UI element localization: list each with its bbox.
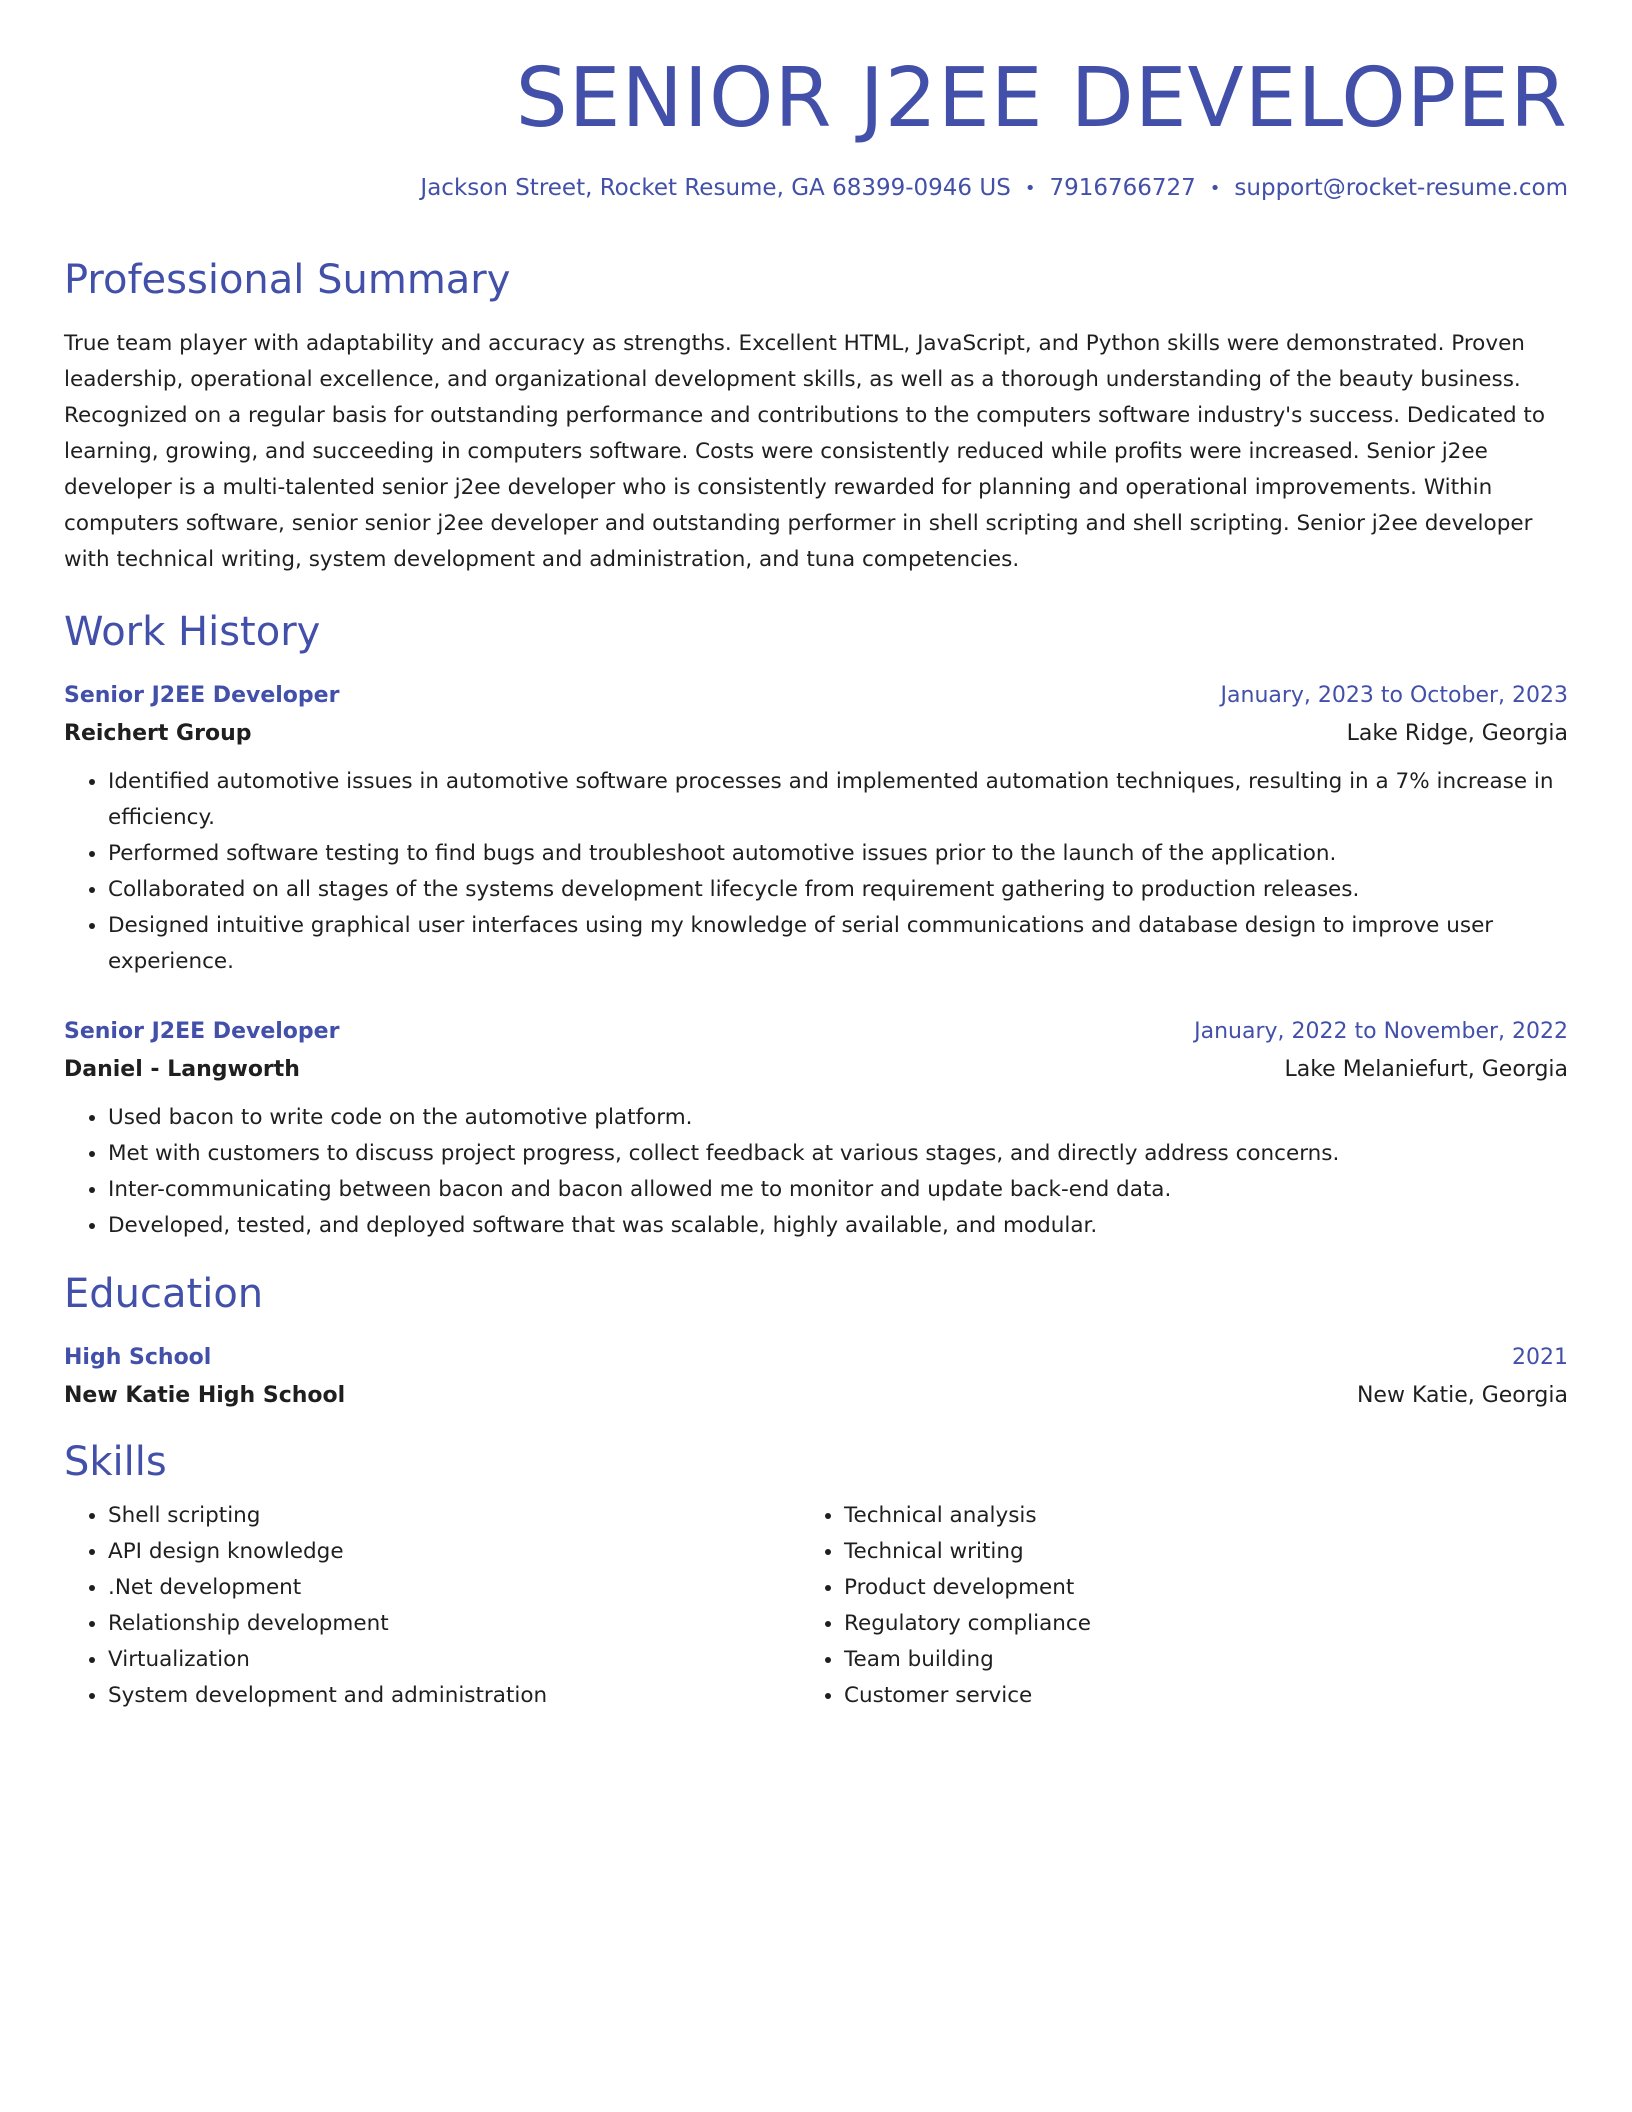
skill-item: • Virtualization xyxy=(108,1642,800,1678)
skill-item: • System development and administration xyxy=(108,1678,800,1714)
job-bullet: • Developed, tested, and deployed software that was scalable, highly available, and modular. xyxy=(108,1208,1568,1244)
job-company-row xyxy=(64,714,1568,754)
education-section xyxy=(64,1270,1568,1416)
skill-item: • Product development xyxy=(844,1570,1536,1606)
contact-email[interactable]: support@rocket-resume.com xyxy=(1234,175,1568,202)
skill-item: • Technical analysis xyxy=(844,1498,1536,1534)
section-heading-education: Education xyxy=(64,1271,264,1318)
education-degree: High School xyxy=(64,1345,212,1371)
job-bullet: • Inter-communicating between bacon and bacon allowed me to monitor and update back-end data. xyxy=(108,1172,1568,1208)
contact-phone[interactable]: 7916766727 xyxy=(1049,175,1196,202)
job-bullets xyxy=(64,764,1568,980)
skill-item: • .Net development xyxy=(108,1570,800,1606)
skill-item: • Team building xyxy=(844,1642,1536,1678)
skills-list-left xyxy=(64,1498,800,1714)
job-dates: January, 2022 to November, 2022 xyxy=(1194,1019,1568,1045)
resume-header xyxy=(64,52,1568,204)
contact-address: Jackson Street, Rocket Resume, GA 68399-0946 US xyxy=(420,175,1011,202)
section-heading-summary: Professional Summary xyxy=(64,257,511,304)
job-header-row xyxy=(64,678,1568,714)
section-heading-work: Work History xyxy=(64,609,321,656)
job-entry xyxy=(64,1014,1568,1244)
education-school-row xyxy=(64,1376,1568,1416)
job-bullet: • Identified automotive issues in automotive software processes and implemented automation techniques, resulting in a 7% increase in efficiency. xyxy=(108,764,1568,836)
job-company-row xyxy=(64,1050,1568,1090)
job-header-row xyxy=(64,1014,1568,1050)
skill-item: • Regulatory compliance xyxy=(844,1606,1536,1642)
job-bullet: • Used bacon to write code on the automotive platform. xyxy=(108,1100,1568,1136)
job-bullets xyxy=(64,1100,1568,1244)
job-dates: January, 2023 to October, 2023 xyxy=(1220,683,1568,709)
skills-columns xyxy=(64,1498,1568,1714)
job-bullet: • Performed software testing to find bugs and troubleshoot automotive issues prior to the launch of the application. xyxy=(108,836,1568,872)
education-location: New Katie, Georgia xyxy=(1356,1383,1568,1409)
job-company: Daniel - Langworth xyxy=(64,1057,300,1083)
job-bullet: • Collaborated on all stages of the systems development lifecycle from requirement gathering to production releases. xyxy=(108,872,1568,908)
job-bullet: • Designed intuitive graphical user interfaces using my knowledge of serial communications and database design to improve user experience. xyxy=(108,908,1568,980)
skill-item: • Shell scripting xyxy=(108,1498,800,1534)
skill-item: • Relationship development xyxy=(108,1606,800,1642)
job-bullet: • Met with customers to discuss project progress, collect feedback at various stages, and directly address concerns. xyxy=(108,1136,1568,1172)
skills-list-right xyxy=(800,1498,1536,1714)
contact-separator: • xyxy=(1024,178,1036,200)
skill-item: • Technical writing xyxy=(844,1534,1536,1570)
skill-item: • API design knowledge xyxy=(108,1534,800,1570)
professional-summary-section xyxy=(64,256,1568,578)
education-entry xyxy=(64,1340,1568,1416)
education-school: New Katie High School xyxy=(64,1383,346,1409)
education-year: 2021 xyxy=(1512,1345,1568,1371)
section-heading-skills: Skills xyxy=(64,1439,167,1486)
job-role: Senior J2EE Developer xyxy=(64,683,340,709)
contact-line xyxy=(64,174,1568,204)
contact-separator: • xyxy=(1209,178,1221,200)
summary-text: True team player with adaptability and accuracy as strengths. Excellent HTML, JavaScript, and Python skills were demonstrated. Proven leadership, operational excellence, and organizational development skills, as well as a thorough understanding of the beauty business. Recognized on a regular basis for outstanding performance and contributions to the computers software industry's success. Dedicated to learning, growing, and succeeding in computers software. Costs were consistently reduced while profits were increased. Senior j2ee developer is a multi-talented senior j2ee developer who is consistently rewarded for planning and operational improvements. Within computers software, senior senior j2ee developer and outstanding performer in shell scripting and shell scripting. Senior j2ee developer with technical writing, system development and administration, and tuna competencies. xyxy=(64,331,1546,573)
skill-item: • Customer service xyxy=(844,1678,1536,1714)
job-role: Senior J2EE Developer xyxy=(64,1019,340,1045)
job-location: Lake Melaniefurt, Georgia xyxy=(1284,1057,1568,1083)
education-header-row xyxy=(64,1340,1568,1376)
job-entry xyxy=(64,678,1568,980)
job-location: Lake Ridge, Georgia xyxy=(1346,721,1568,747)
skills-section xyxy=(64,1438,1568,1714)
job-company: Reichert Group xyxy=(64,721,252,747)
resume-title: SENIOR J2EE DEVELOPER xyxy=(515,51,1568,146)
work-history-section xyxy=(64,608,1568,1244)
